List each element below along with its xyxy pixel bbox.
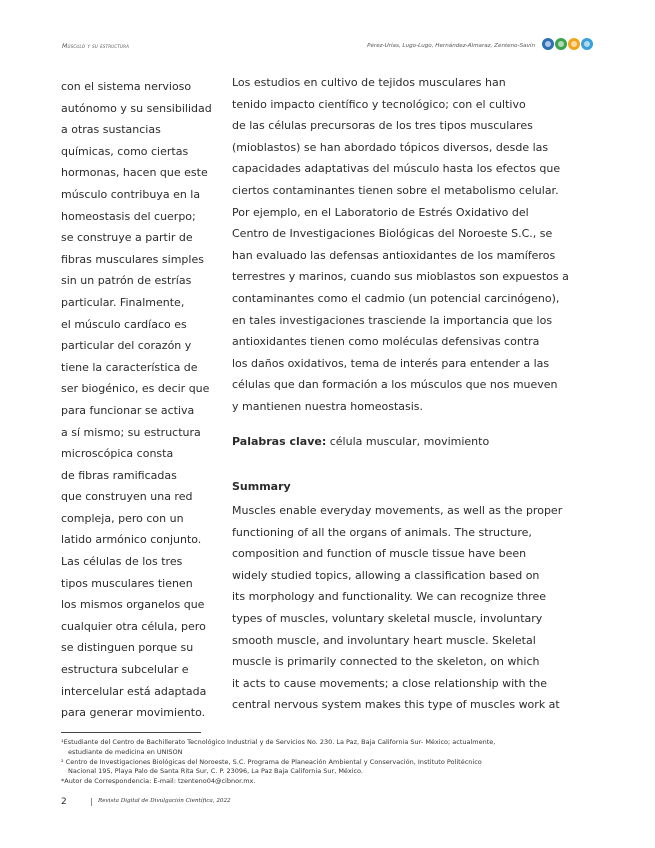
footnote-2: ² Centro de Investigaciones Biológicas del Noroeste, S.C. Programa de Planeación Ambiental y Conservación, Instituto Politécnico [61, 757, 482, 766]
text-line: células que dan formación a los músculos que nos mueven [232, 378, 558, 392]
text-line: terrestres y marinos, cuando sus mioblastos son expuestos a [232, 270, 569, 284]
text-line: ser biogénico, es decir que [61, 382, 210, 396]
summary-line: composition and function of muscle tissue have been [232, 547, 527, 561]
text-line: fibras musculares simples [61, 252, 204, 266]
footnotes [61, 738, 601, 787]
page-number: 2 [61, 797, 67, 807]
text-line: tiene la característica de [61, 360, 198, 374]
text-line: Las células de los tres [61, 555, 183, 569]
journal-name: Revista Digital de Divulgación Científica, 2022 [98, 798, 231, 804]
text-line: para generar movimiento. [61, 706, 206, 720]
summary-line: central nervous system makes this type of muscles work at [232, 698, 560, 712]
footnote-1-cont: estudiante de medicina en UNISON [68, 747, 183, 756]
text-line: antioxidantes tienen como moléculas defensivas contra [232, 335, 540, 349]
text-line: cualquier otra célula, pero [61, 619, 206, 633]
text-line: con el sistema nervioso [61, 80, 192, 93]
text-line: de las células precursoras de los tres tipos musculares [232, 119, 533, 133]
text-line: contaminantes como el cadmio (un potencial carcinógeno), [232, 291, 560, 305]
text-line: Centro de Investigaciones Biológicas del Noroeste S.C., se [232, 227, 553, 241]
text-line: a otras sustancias [61, 123, 161, 137]
left-column-text [61, 76, 213, 724]
text-line: se distinguen porque su [61, 641, 194, 655]
text-line: Por ejemplo, en el Laboratorio de Estrés Oxidativo del [232, 205, 529, 219]
text-line: ciertos contaminantes tienen sobre el metabolismo celular. [232, 183, 559, 197]
text-line: se construye a partir de [61, 231, 193, 245]
text-line: en tales investigaciones trasciende la importancia que los [232, 313, 553, 327]
running-title: Músculo y su estructura [62, 43, 130, 50]
summary-line: smooth muscle, and involuntary heart muscle. Skeletal [232, 633, 536, 647]
text-line: microscópica consta [61, 447, 174, 461]
text-line: tipos musculares tienen [61, 576, 193, 590]
summary-line: its morphology and functionality. We can recognize three [232, 590, 546, 604]
running-authors: Pérez-Urías, Lugo-Lugo, Hernández-Almaraz, Zenteno-Savín [367, 43, 535, 49]
footnote-rule [61, 732, 201, 733]
text-line: han evaluado las defensas antioxidantes de los mamíferos [232, 248, 556, 262]
text-line: latido armónico conjunto. [61, 533, 202, 547]
text-line: a sí mismo; su estructura [61, 425, 201, 439]
text-line: particular. Finalmente, [61, 295, 185, 309]
text-line: músculo contribuya en la [61, 187, 201, 201]
journal-logos [541, 37, 596, 51]
text-line: particular del corazón y [61, 339, 192, 353]
summary-line: widely studied topics, allowing a classification based on [232, 568, 540, 582]
text-line: estructura subcelular e [61, 663, 189, 677]
summary-heading: Summary [232, 480, 291, 493]
keywords [232, 435, 489, 448]
text-line: (mioblastos) se han abordado tópicos diversos, desde las [232, 140, 549, 154]
summary-line: Muscles enable everyday movements, as well as the proper [232, 504, 563, 517]
text-line: Los estudios en cultivo de tejidos musculares han [232, 76, 506, 89]
text-line: los mismos organelos que [61, 598, 205, 612]
text-line: que construyen una red [61, 490, 193, 504]
text-line: homeostasis del cuerpo; [61, 209, 196, 223]
footnote-1: ¹Estudiante del Centro de Bachillerato Tecnológico Industrial y de Servicios No. 230. La Paz, Baja California Sur- México; actualmente, [61, 738, 496, 746]
summary-line: muscle is primarily connected to the skeleton, on which [232, 655, 540, 669]
footnote-3: *Autor de Correspondencia: E-mail: tzenteno04@cibnor.mx. [61, 777, 256, 786]
footnote-2-cont: Nacional 195, Playa Palo de Santa Rita Sur, C. P. 23096, La Paz Baja California Sur, México. [68, 767, 363, 776]
summary-line: it acts to cause movements; a close relationship with the [232, 676, 548, 690]
right-column-text [232, 72, 572, 418]
footer-separator: | [90, 797, 93, 806]
summary-text [232, 500, 572, 716]
text-line: químicas, como ciertas [61, 144, 189, 158]
text-line: tenido impacto científico y tecnológico; con el cultivo [232, 97, 526, 111]
text-line: compleja, pero con un [61, 511, 184, 525]
keywords-label: Palabras clave: [232, 435, 327, 448]
text-line: capacidades adaptativas del músculo hasta los efectos que [232, 162, 561, 176]
text-line: sin un patrón de estrías [61, 274, 192, 288]
text-line: los daños oxidativos, tema de interés para entender a las [232, 356, 550, 370]
text-line: de fibras ramificadas [61, 468, 177, 482]
summary-line: types of muscles, voluntary skeletal muscle, involuntary [232, 611, 543, 625]
text-line: y mantienen nuestra homeostasis. [232, 399, 424, 413]
text-line: hormonas, hacen que este [61, 166, 208, 180]
text-line: para funcionar se activa [61, 403, 195, 417]
text-line: el músculo cardíaco es [61, 317, 187, 331]
text-line: autónomo y su sensibilidad [61, 101, 212, 115]
keywords-text: célula muscular, movimiento [326, 435, 490, 448]
summary-line: functioning of all the organs of animals. The structure, [232, 525, 532, 539]
text-line: intercelular está adaptada [61, 684, 207, 698]
